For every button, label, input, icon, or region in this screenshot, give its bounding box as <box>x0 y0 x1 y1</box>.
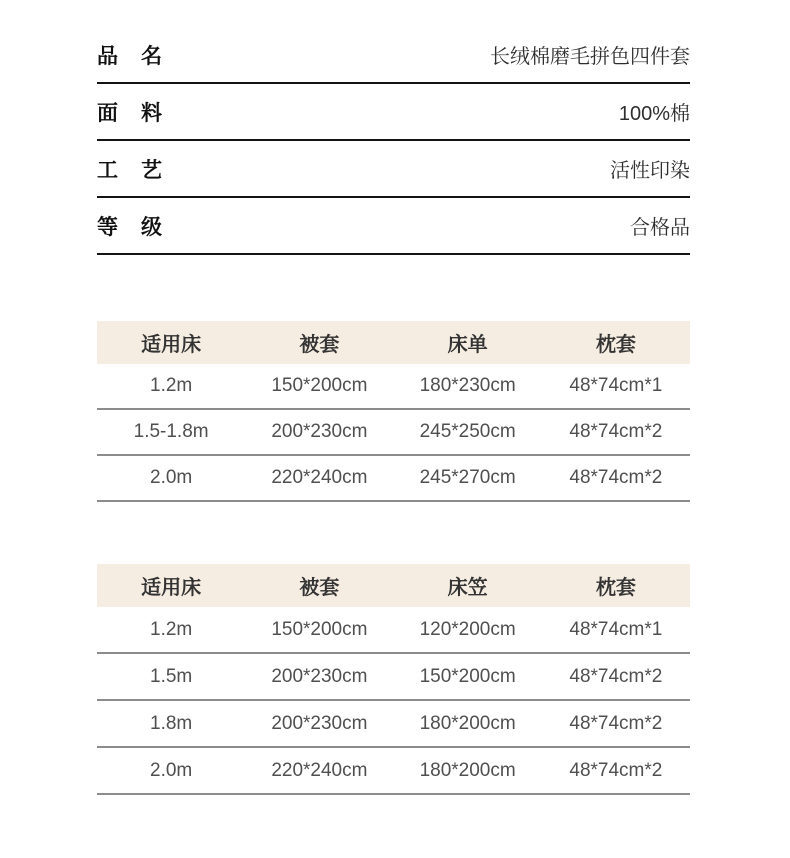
cell-bed-size: 2.0m <box>150 759 193 781</box>
cell-fitted-size: 150*200cm <box>419 665 516 687</box>
spec-row-craft <box>97 141 690 198</box>
column-header-bed: 适用床 <box>141 334 202 356</box>
spec-value: 合格品 <box>630 217 690 239</box>
table-row <box>97 607 690 654</box>
column-header-fitted-sheet: 床笠 <box>447 577 488 599</box>
cell-bed-size: 1.2m <box>150 618 193 640</box>
column-header-duvet-cover: 被套 <box>299 577 340 599</box>
attribute-spec-section <box>97 27 690 255</box>
spec-label: 品 名 <box>97 44 163 68</box>
size-table-sheet-version <box>97 321 690 502</box>
spec-row-grade <box>97 198 690 255</box>
cell-pillow-size: 48*74cm*2 <box>569 467 663 488</box>
cell-duvet-size: 200*230cm <box>271 665 368 687</box>
spec-label: 工 艺 <box>97 158 163 182</box>
table-row <box>97 701 690 748</box>
table-row <box>97 748 690 795</box>
column-header-pillowcase: 枕套 <box>595 334 636 356</box>
column-header-flat-sheet: 床单 <box>447 334 488 356</box>
cell-bed-size: 1.5m <box>150 665 193 687</box>
cell-sheet-size: 180*230cm <box>419 375 516 396</box>
size-table-fitted-version <box>97 564 690 795</box>
spec-value: 100%棉 <box>618 103 690 125</box>
cell-bed-size: 1.2m <box>150 375 193 396</box>
table-row <box>97 456 690 502</box>
column-header-duvet-cover: 被套 <box>299 334 340 356</box>
cell-pillow-size: 48*74cm*1 <box>569 618 663 640</box>
table-row <box>97 654 690 701</box>
spec-label: 等 级 <box>97 215 163 239</box>
column-header-bed: 适用床 <box>141 577 202 599</box>
cell-pillow-size: 48*74cm*2 <box>569 712 663 734</box>
column-header-pillowcase: 枕套 <box>595 577 636 599</box>
spec-row-fabric <box>97 84 690 141</box>
cell-sheet-size: 245*250cm <box>419 421 516 442</box>
cell-pillow-size: 48*74cm*1 <box>569 375 663 396</box>
size-table-header-row <box>97 321 690 364</box>
table-row <box>97 364 690 410</box>
cell-bed-size: 2.0m <box>150 467 193 488</box>
cell-fitted-size: 120*200cm <box>419 618 516 640</box>
cell-duvet-size: 220*240cm <box>271 467 368 488</box>
cell-duvet-size: 220*240cm <box>271 759 368 781</box>
cell-pillow-size: 48*74cm*2 <box>569 421 663 442</box>
spec-row-product-name <box>97 27 690 84</box>
cell-sheet-size: 245*270cm <box>419 467 516 488</box>
cell-pillow-size: 48*74cm*2 <box>569 665 663 687</box>
cell-fitted-size: 180*200cm <box>419 712 516 734</box>
cell-duvet-size: 150*200cm <box>271 375 368 396</box>
table-row <box>97 410 690 456</box>
cell-duvet-size: 150*200cm <box>271 618 368 640</box>
cell-fitted-size: 180*200cm <box>419 759 516 781</box>
cell-bed-size: 1.8m <box>150 712 193 734</box>
cell-pillow-size: 48*74cm*2 <box>569 759 663 781</box>
spec-value: 长绒棉磨毛拼色四件套 <box>490 46 690 68</box>
cell-duvet-size: 200*230cm <box>271 421 368 442</box>
size-table-header-row <box>97 564 690 607</box>
cell-bed-size: 1.5-1.8m <box>133 421 209 442</box>
spec-label: 面 料 <box>97 101 163 125</box>
spec-value: 活性印染 <box>610 160 690 182</box>
cell-duvet-size: 200*230cm <box>271 712 368 734</box>
